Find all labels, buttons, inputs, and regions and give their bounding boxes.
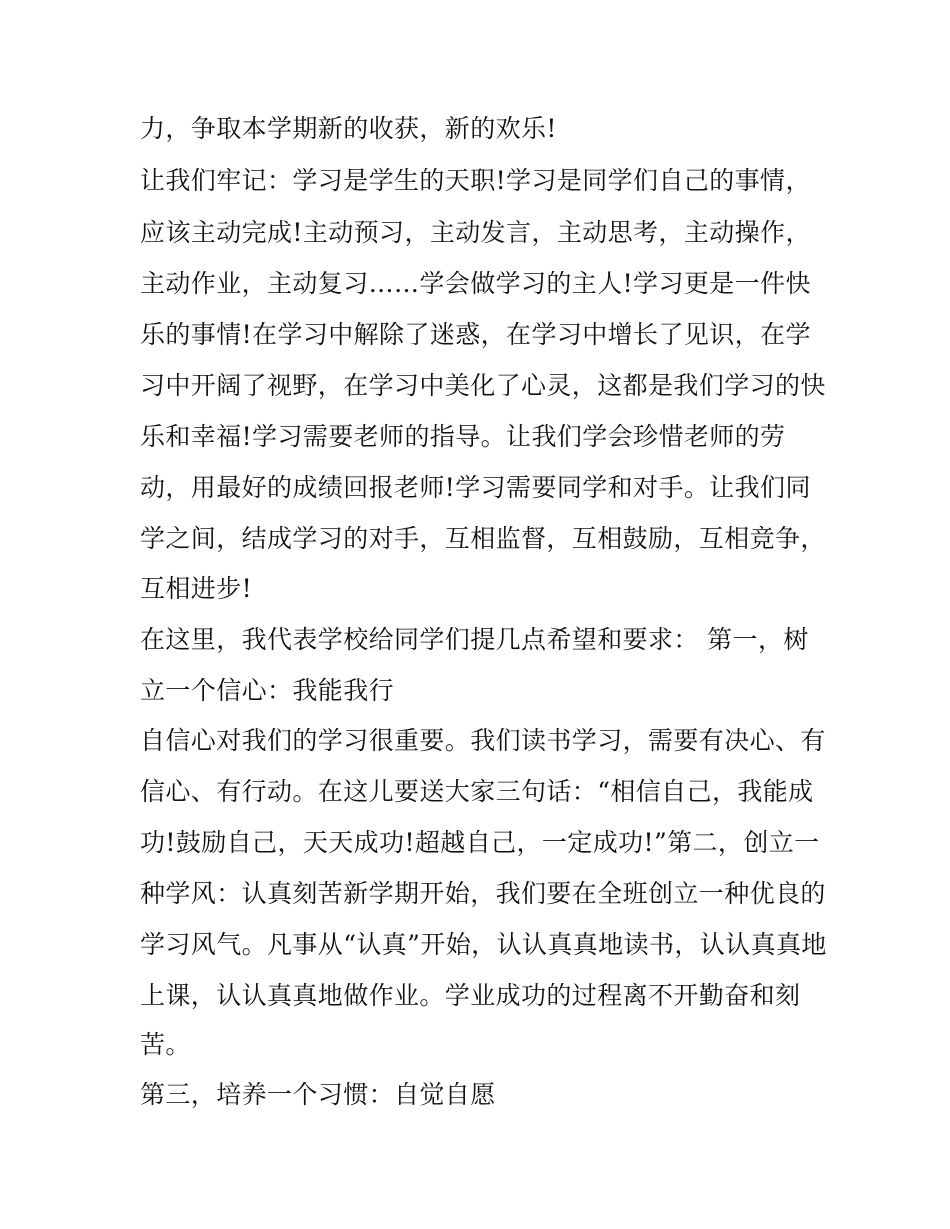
text-line: 信心、有行动。在这儿要送大家三句话：“相信自己，我能成	[140, 777, 814, 806]
text-line: 乐和幸福!学习需要老师的指导。让我们学会珍惜老师的劳	[140, 422, 786, 451]
text-line: 在这里，我代表学校给同学们提几点希望和要求： 第一，树	[140, 625, 809, 654]
text-line: 功!鼓励自己，天天成功!超越自己，一定成功!”第二，创立一	[140, 828, 820, 857]
text-line: 应该主动完成!主动预习，主动发言，主动思考，主动操作，	[140, 218, 811, 247]
text-line: 学习风气。凡事从“认真”开始，认认真真地读书，认认真真地	[140, 930, 827, 959]
text-line: 动，用最好的成绩回报老师!学习需要同学和对手。让我们同	[140, 473, 811, 502]
text-line: 上课，认认真真地做作业。学业成功的过程离不开勤奋和刻	[140, 981, 801, 1010]
text-line: 苦。	[140, 1030, 191, 1059]
text-line: 第三，培养一个习惯：自觉自愿	[140, 1080, 496, 1109]
text-line: 力，争取本学期新的收获，新的欢乐!	[140, 114, 557, 143]
text-line: 主动作业，主动复习……学会做学习的主人!学习更是一件快	[140, 269, 811, 298]
text-line: 乐的事情!在学习中解除了迷惑，在学习中增长了见识，在学	[140, 320, 811, 349]
text-line: 自信心对我们的学习很重要。我们读书学习，需要有决心、有	[140, 726, 826, 755]
text-line: 种学风：认真刻苦新学期开始，我们要在全班创立一种优良的	[140, 879, 826, 908]
text-line: 互相进步!	[140, 574, 253, 603]
text-line: 让我们牢记：学习是学生的天职!学习是同学们自己的事情，	[140, 166, 811, 195]
text-line: 学之间，结成学习的对手，互相监督，互相鼓励，互相竞争，	[140, 524, 826, 553]
text-line: 立一个信心：我能我行	[140, 676, 395, 705]
text-line: 习中开阔了视野，在学习中美化了心灵，这都是我们学习的快	[140, 371, 826, 400]
